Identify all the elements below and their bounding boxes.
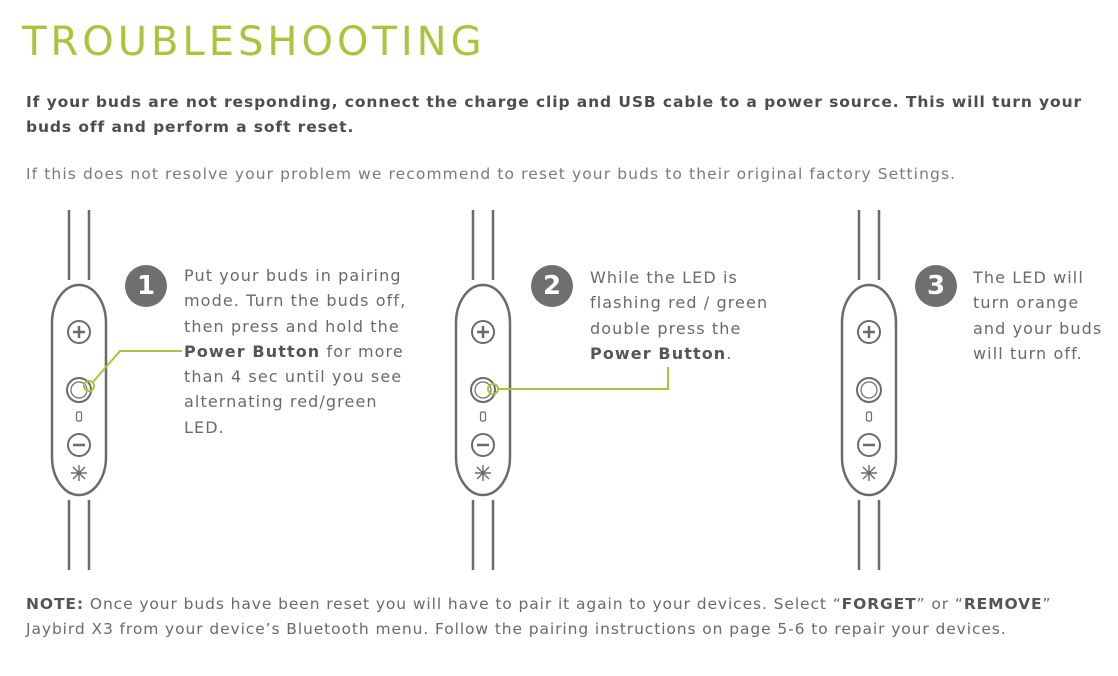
step-2-text: While the LED is flashing red / green double press the Power Button.: [590, 268, 769, 363]
step-number-badge: 1: [125, 265, 167, 307]
remote-1: [52, 210, 106, 570]
note-text: NOTE: Once your buds have been reset you will have to pair it again to your devices. Select “FORGET” or “REMOVE” Jaybird X3 from your device’s Bluetooth menu. Follow the pairing instructions on page 5-6 to repair your devices.: [26, 595, 1052, 638]
step-1-text: Put your buds in pairing mode. Turn the buds off, then press and hold the Power Button for more than 4 sec until you see alternating red/green LED.: [184, 266, 407, 437]
intro-text: If your buds are not responding, connect the charge clip and USB cable to a power source. This will turn your buds off and perform a soft reset.: [26, 93, 1083, 136]
step-3-text: The LED will turn orange and your buds will turn off.: [973, 268, 1103, 363]
callout-line-2: [488, 367, 668, 394]
power-button-label: Power Button: [184, 341, 321, 361]
step-number-badge: 2: [531, 265, 573, 307]
step-number-badge: 3: [915, 265, 957, 307]
remote-3: [842, 210, 896, 570]
note-label: NOTE:: [26, 595, 85, 613]
reset-recommendation: If this does not resolve your problem we recommend to reset your buds to their original factory Settings.: [26, 165, 957, 183]
remove-label: REMOVE: [963, 595, 1043, 613]
page-title: TROUBLESHOOTING: [22, 19, 486, 65]
power-button-label: Power Button: [590, 343, 727, 363]
forget-label: FORGET: [841, 595, 917, 613]
